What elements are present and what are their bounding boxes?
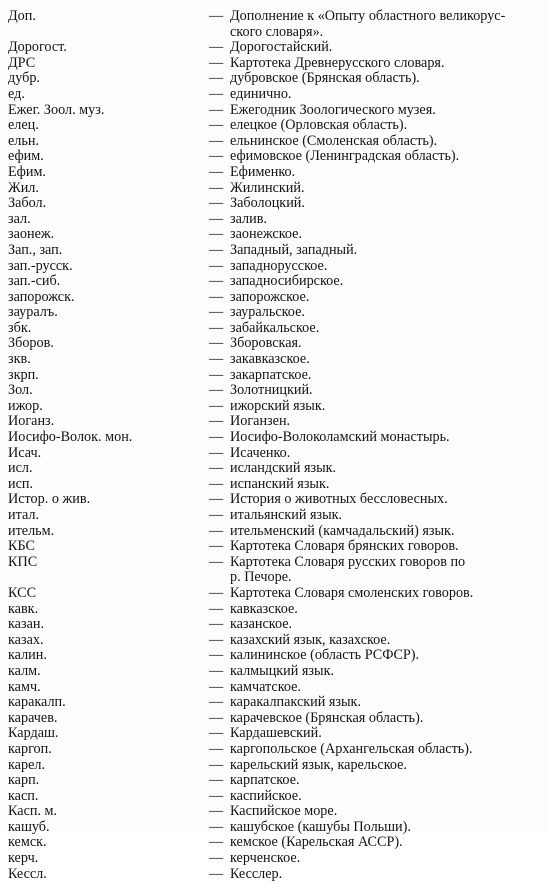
abbreviation-expansion (230, 305, 546, 321)
expansion-line: кашубское (кашубы Польши). (230, 818, 411, 835)
abbreviation-entry (0, 804, 549, 820)
expansion-line: Иосифо-Волоколамский монастырь. (230, 429, 450, 446)
em-dash-separator: — (209, 834, 224, 851)
abbreviation-entry (0, 867, 549, 882)
abbreviation-term: каргоп. (8, 740, 52, 757)
abbreviation-entry (0, 633, 549, 649)
em-dash-separator: — (209, 117, 224, 134)
abbreviation-term: Дорогост. (8, 39, 67, 56)
expansion-line: дубровское (Брянская область). (230, 70, 420, 87)
abbreviation-entry (0, 321, 549, 337)
abbreviation-entry (0, 274, 549, 290)
abbreviation-term: Зборов. (8, 335, 54, 352)
abbreviation-entry (0, 477, 549, 493)
expansion-line: ительменский (камчадальский) язык. (230, 522, 455, 539)
abbreviation-entry (0, 243, 549, 259)
abbreviation-expansion (230, 758, 546, 774)
abbreviation-expansion (230, 586, 546, 602)
expansion-line: карельский язык, карельское. (230, 756, 407, 773)
abbreviation-term: збк. (8, 319, 32, 336)
expansion-line: Исаченко. (230, 444, 291, 461)
abbreviation-term: Кессл. (8, 865, 47, 882)
abbreviation-term: Зол. (8, 382, 33, 399)
em-dash-separator: — (209, 725, 224, 742)
abbreviation-term: зкрп. (8, 366, 39, 383)
abbreviation-term: итал. (8, 507, 40, 523)
abbreviation-term: исп. (8, 475, 34, 492)
abbreviation-entry (0, 602, 549, 618)
expansion-line: казахский язык, казахское. (230, 631, 391, 648)
abbreviation-expansion (230, 477, 546, 493)
abbreviation-entry (0, 539, 549, 555)
abbreviation-entry (0, 9, 549, 40)
abbreviation-term: Зап., зап. (8, 241, 63, 258)
abbreviation-entry (0, 711, 549, 727)
abbreviation-expansion (230, 492, 546, 508)
abbreviation-expansion (230, 9, 546, 40)
em-dash-separator: — (209, 304, 224, 321)
em-dash-separator: — (209, 319, 224, 336)
em-dash-separator: — (209, 850, 224, 867)
expansion-line: западносибирское. (230, 273, 344, 290)
expansion-line: Зборовская. (230, 335, 302, 352)
expansion-line: Западный, западный. (230, 241, 358, 258)
abbreviation-entry (0, 56, 549, 72)
expansion-line: калининское (область РСФСР). (230, 647, 420, 664)
abbreviation-entry (0, 680, 549, 696)
abbreviation-expansion (230, 399, 546, 415)
abbreviation-entry (0, 352, 549, 368)
abbreviation-term: калин. (8, 647, 47, 664)
abbreviation-list (0, 9, 549, 882)
abbreviation-expansion (230, 867, 546, 882)
abbreviation-term: КПС (8, 553, 38, 570)
expansion-line: закарпатское. (230, 366, 312, 383)
abbreviation-entry (0, 789, 549, 805)
em-dash-separator: — (209, 662, 224, 679)
abbreviation-entry (0, 758, 549, 774)
abbreviation-term: кемск. (8, 834, 47, 851)
expansion-line: итальянский язык. (230, 507, 343, 523)
expansion-line: залив. (230, 210, 267, 227)
expansion-line: калмыцкий язык. (230, 662, 335, 679)
expansion-line: История о животных бессловесных. (230, 491, 448, 508)
em-dash-separator: — (209, 163, 224, 180)
abbreviation-expansion (230, 617, 546, 633)
expansion-line: Картотека Словаря смоленских говоров. (230, 584, 474, 601)
em-dash-separator: — (209, 507, 224, 523)
abbreviation-entry (0, 695, 549, 711)
em-dash-separator: — (209, 85, 224, 102)
abbreviation-term: кавк. (8, 600, 39, 617)
abbreviation-term: ефим. (8, 148, 44, 165)
abbreviation-term: Доп. (8, 8, 36, 24)
em-dash-separator: — (209, 803, 224, 820)
expansion-line: Заболоцкий. (230, 195, 305, 212)
abbreviation-expansion (230, 259, 546, 275)
abbreviation-expansion (230, 648, 546, 664)
expansion-line: камчатское. (230, 678, 301, 695)
abbreviation-term: карел. (8, 756, 45, 773)
abbreviation-expansion (230, 196, 546, 212)
expansion-line: Картотека Словаря русских говоров по (230, 553, 466, 570)
abbreviation-entry (0, 181, 549, 197)
em-dash-separator: — (209, 382, 224, 399)
abbreviation-expansion (230, 602, 546, 618)
abbreviation-expansion (230, 181, 546, 197)
em-dash-separator: — (209, 210, 224, 227)
abbreviation-entry (0, 103, 549, 119)
abbreviation-expansion (230, 134, 546, 150)
expansion-line: заонежское. (230, 226, 303, 243)
abbreviation-entry (0, 430, 549, 446)
abbreviation-expansion (230, 368, 546, 384)
abbreviation-term: каракалп. (8, 694, 66, 711)
abbreviation-term: керч. (8, 850, 39, 867)
abbreviation-term: Забол. (8, 195, 47, 212)
abbreviation-expansion (230, 103, 546, 119)
abbreviation-term: Ефим. (8, 163, 46, 180)
em-dash-separator: — (209, 444, 224, 461)
expansion-line: ского словаря». (230, 23, 324, 40)
abbreviation-term: запорожск. (8, 288, 75, 305)
expansion-line: ижорский язык. (230, 397, 326, 414)
abbreviation-entry (0, 305, 549, 321)
em-dash-separator: — (209, 678, 224, 695)
em-dash-separator: — (209, 522, 224, 539)
em-dash-separator: — (209, 631, 224, 648)
abbreviation-term: КБС (8, 538, 35, 555)
em-dash-separator: — (209, 226, 224, 243)
em-dash-separator: — (209, 429, 224, 446)
abbreviation-entry (0, 461, 549, 477)
abbreviation-term: елец. (8, 117, 39, 134)
abbreviation-expansion (230, 680, 546, 696)
abbreviation-expansion (230, 633, 546, 649)
em-dash-separator: — (209, 740, 224, 757)
expansion-line: Картотека Древнерусского словаря. (230, 54, 445, 71)
em-dash-separator: — (209, 39, 224, 56)
abbreviation-term: зап.-русск. (8, 257, 73, 274)
abbreviation-expansion (230, 336, 546, 352)
em-dash-separator: — (209, 335, 224, 352)
abbreviation-term: казах. (8, 631, 44, 648)
em-dash-separator: — (209, 54, 224, 71)
abbreviation-term: ижор. (8, 397, 43, 414)
expansion-line: казанское. (230, 616, 293, 633)
abbreviation-entry (0, 212, 549, 228)
abbreviation-expansion (230, 711, 546, 727)
em-dash-separator: — (209, 818, 224, 835)
abbreviation-expansion (230, 539, 546, 555)
em-dash-separator: — (209, 787, 224, 804)
abbreviation-term: ельн. (8, 132, 39, 149)
abbreviation-expansion (230, 352, 546, 368)
abbreviation-entry (0, 835, 549, 851)
expansion-line: кавказское. (230, 600, 298, 617)
abbreviation-entry (0, 259, 549, 275)
abbreviation-expansion (230, 524, 546, 540)
abbreviation-expansion (230, 40, 546, 56)
abbreviation-term: ительм. (8, 522, 55, 539)
abbreviation-entry (0, 664, 549, 680)
abbreviation-entry (0, 290, 549, 306)
em-dash-separator: — (209, 538, 224, 555)
expansion-line: ельнинское (Смоленская область). (230, 132, 438, 149)
abbreviation-expansion (230, 804, 546, 820)
abbreviation-expansion (230, 430, 546, 446)
abbreviation-expansion (230, 321, 546, 337)
abbreviation-term: Иосифо-Волок. мон. (8, 429, 133, 446)
em-dash-separator: — (209, 195, 224, 212)
abbreviation-term: заонеж. (8, 226, 55, 243)
em-dash-separator: — (209, 366, 224, 383)
expansion-line: испанский язык. (230, 475, 330, 492)
expansion-line: ефимовское (Ленинградская область). (230, 148, 460, 165)
em-dash-separator: — (209, 179, 224, 196)
abbreviation-term: Ежег. Зоол. муз. (8, 101, 105, 118)
expansion-line: кемское (Карельская АССР). (230, 834, 403, 851)
abbreviation-entry (0, 87, 549, 103)
expansion-line: запорожское. (230, 288, 310, 305)
abbreviation-entry (0, 71, 549, 87)
abbreviation-term: ед. (8, 85, 25, 102)
abbreviation-term: ДРС (8, 54, 36, 71)
abbreviation-expansion (230, 87, 546, 103)
abbreviation-term: Иоганз. (8, 413, 55, 430)
abbreviation-expansion (230, 446, 546, 462)
abbreviation-entry (0, 820, 549, 836)
expansion-line: забайкальское. (230, 319, 320, 336)
abbreviation-expansion (230, 274, 546, 290)
em-dash-separator: — (209, 148, 224, 165)
abbreviation-entry (0, 492, 549, 508)
abbreviation-expansion (230, 820, 546, 836)
expansion-line: Каспийское море. (230, 803, 338, 820)
em-dash-separator: — (209, 865, 224, 882)
abbreviation-term: карп. (8, 772, 40, 789)
abbreviation-expansion (230, 118, 546, 134)
expansion-line: карачевское (Брянская область). (230, 709, 424, 726)
abbreviation-entry (0, 399, 549, 415)
abbreviation-entry (0, 134, 549, 150)
abbreviation-entry (0, 742, 549, 758)
abbreviation-entry (0, 524, 549, 540)
em-dash-separator: — (209, 584, 224, 601)
em-dash-separator: — (209, 600, 224, 617)
abbreviation-entry (0, 118, 549, 134)
abbreviation-entry (0, 336, 549, 352)
expansion-line: Жилинский. (230, 179, 305, 196)
abbreviation-expansion (230, 555, 546, 586)
abbreviation-expansion (230, 165, 546, 181)
expansion-line: каспийское. (230, 787, 302, 804)
abbreviation-entry (0, 773, 549, 789)
em-dash-separator: — (209, 647, 224, 664)
abbreviation-expansion (230, 726, 546, 742)
em-dash-separator: — (209, 756, 224, 773)
abbreviation-expansion (230, 243, 546, 259)
abbreviation-term: зкв. (8, 351, 31, 368)
abbreviation-expansion (230, 71, 546, 87)
abbreviation-entry (0, 586, 549, 602)
expansion-line: единично. (230, 85, 292, 102)
abbreviation-term: дубр. (8, 70, 40, 87)
em-dash-separator: — (209, 132, 224, 149)
abbreviation-expansion (230, 56, 546, 72)
abbreviation-expansion (230, 461, 546, 477)
abbreviation-term: КСС (8, 584, 37, 601)
abbreviation-entry (0, 383, 549, 399)
expansion-line: закавказское. (230, 351, 310, 368)
abbreviation-expansion (230, 414, 546, 430)
expansion-line: керченское. (230, 850, 301, 867)
em-dash-separator: — (209, 397, 224, 414)
expansion-line: Ефименко. (230, 163, 296, 180)
abbreviation-expansion (230, 212, 546, 228)
abbreviation-entry (0, 726, 549, 742)
abbreviation-term: кашуб. (8, 818, 50, 835)
abbreviation-expansion (230, 227, 546, 243)
abbreviation-entry (0, 368, 549, 384)
abbreviation-term: касп. (8, 787, 39, 804)
expansion-line: р. Печоре. (230, 569, 292, 586)
expansion-line: карпатское. (230, 772, 300, 789)
em-dash-separator: — (209, 491, 224, 508)
expansion-line: каргопольское (Архангельская область). (230, 740, 473, 757)
abbreviation-expansion (230, 695, 546, 711)
abbreviation-expansion (230, 742, 546, 758)
em-dash-separator: — (209, 709, 224, 726)
abbreviation-expansion (230, 290, 546, 306)
em-dash-separator: — (209, 475, 224, 492)
expansion-line: елецкое (Орловская область). (230, 117, 408, 134)
abbreviation-term: Касп. м. (8, 803, 58, 820)
abbreviation-entry (0, 196, 549, 212)
expansion-line: Дополнение к «Опыту областного великорус- (230, 8, 506, 24)
abbreviation-term: зал. (8, 210, 31, 227)
abbreviation-entry (0, 851, 549, 867)
abbreviation-term: зауралъ. (8, 304, 58, 321)
abbreviation-entry (0, 414, 549, 430)
expansion-line: Кесслер. (230, 865, 283, 882)
abbreviation-expansion (230, 664, 546, 680)
abbreviation-term: Кардаш. (8, 725, 59, 742)
em-dash-separator: — (209, 273, 224, 290)
em-dash-separator: — (209, 241, 224, 258)
em-dash-separator: — (209, 8, 224, 24)
abbreviation-entry (0, 446, 549, 462)
abbreviation-expansion (230, 773, 546, 789)
abbreviation-term: карачев. (8, 709, 58, 726)
abbreviation-term: камч. (8, 678, 41, 695)
em-dash-separator: — (209, 413, 224, 430)
abbreviation-term: зап.-сиб. (8, 273, 61, 290)
abbreviation-entry (0, 508, 549, 524)
abbreviation-entry (0, 227, 549, 243)
abbreviation-expansion (230, 149, 546, 165)
abbreviation-term: калм. (8, 662, 41, 679)
abbreviation-entry (0, 648, 549, 664)
abbreviation-expansion (230, 508, 546, 524)
abbreviation-term: казан. (8, 616, 45, 633)
em-dash-separator: — (209, 101, 224, 118)
em-dash-separator: — (209, 553, 224, 570)
expansion-line: Кардашевский. (230, 725, 322, 742)
abbreviation-expansion (230, 383, 546, 399)
expansion-line: Дорогостайский. (230, 39, 333, 56)
expansion-line: зауральское. (230, 304, 305, 321)
abbreviation-term: Исач. (8, 444, 42, 461)
abbreviation-entry (0, 617, 549, 633)
expansion-line: Ежегодник Зоологического музея. (230, 101, 436, 118)
em-dash-separator: — (209, 694, 224, 711)
expansion-line: исландский язык. (230, 460, 337, 477)
em-dash-separator: — (209, 616, 224, 633)
abbreviation-expansion (230, 835, 546, 851)
abbreviation-entry (0, 165, 549, 181)
abbreviation-term: исл. (8, 460, 33, 477)
expansion-line: Иоганзен. (230, 413, 291, 430)
em-dash-separator: — (209, 288, 224, 305)
abbreviation-entry (0, 555, 549, 586)
em-dash-separator: — (209, 351, 224, 368)
expansion-line: Золотницкий. (230, 382, 313, 399)
abbreviation-expansion (230, 851, 546, 867)
em-dash-separator: — (209, 460, 224, 477)
abbreviation-entry (0, 149, 549, 165)
em-dash-separator: — (209, 257, 224, 274)
em-dash-separator: — (209, 70, 224, 87)
expansion-line: каракалпакский язык. (230, 694, 361, 711)
abbreviation-term: Жил. (8, 179, 39, 196)
abbreviation-term: Истор. о жив. (8, 491, 91, 508)
expansion-line: Картотека Словаря брянских говоров. (230, 538, 459, 555)
expansion-line: западнорусское. (230, 257, 328, 274)
em-dash-separator: — (209, 772, 224, 789)
abbreviation-expansion (230, 789, 546, 805)
abbreviation-entry (0, 40, 549, 56)
